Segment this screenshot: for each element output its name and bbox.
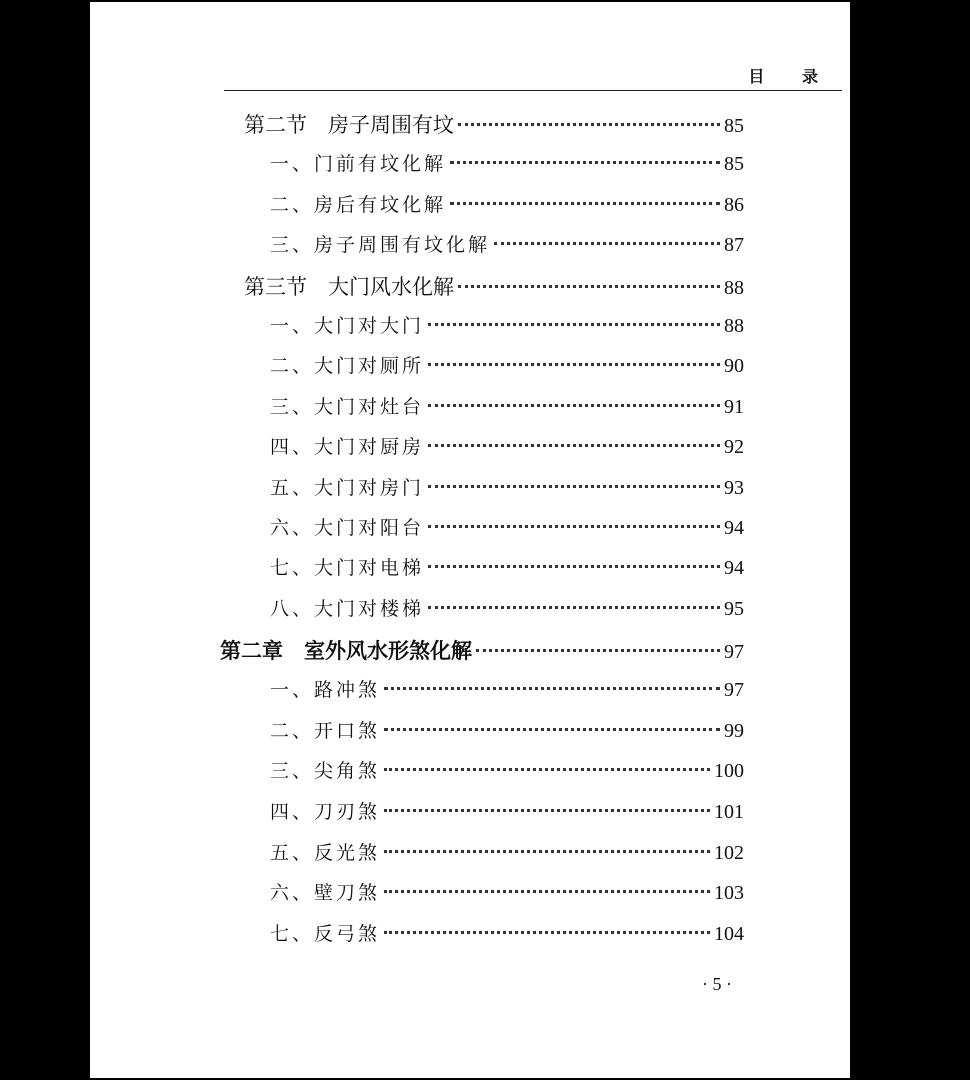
toc-page-number: 87 [724, 234, 744, 256]
dot-leader [476, 649, 720, 652]
dot-leader [428, 323, 720, 326]
dot-leader [384, 768, 710, 771]
toc-item[interactable] [270, 473, 744, 505]
dot-leader [384, 728, 720, 731]
toc-entry-label: 第二节 房子周围有坟 [244, 113, 454, 137]
toc-item[interactable] [270, 919, 744, 951]
toc-page-number: 103 [714, 882, 744, 904]
toc-item[interactable] [270, 230, 744, 262]
toc-item[interactable] [270, 716, 744, 748]
dot-leader [384, 850, 710, 853]
toc-item[interactable] [270, 878, 744, 910]
toc-item[interactable] [270, 838, 744, 870]
toc-entry-label: 三、大门对灶台 [270, 396, 425, 418]
toc-entry-label: 一、门前有坟化解 [270, 153, 447, 175]
dot-leader [428, 363, 720, 366]
toc-item[interactable] [270, 756, 744, 788]
toc-item[interactable] [270, 553, 744, 585]
dot-leader [428, 404, 720, 407]
toc-item[interactable] [270, 190, 744, 222]
toc-entry-label: 五、大门对房门 [270, 477, 425, 499]
toc-entry-label: 七、大门对电梯 [270, 557, 425, 579]
dot-leader [428, 565, 720, 568]
toc-item[interactable] [270, 149, 744, 181]
toc-chapter[interactable] [220, 635, 744, 667]
toc-entry-label: 六、大门对阳台 [270, 517, 425, 539]
toc-section[interactable] [244, 109, 744, 141]
dot-leader [428, 485, 720, 488]
toc-entry-label: 四、刀刃煞 [270, 801, 381, 823]
dot-leader [384, 687, 720, 690]
toc-page-number: 99 [724, 720, 744, 742]
toc-entry-label: 三、尖角煞 [270, 760, 381, 782]
header-title: 目 录 [748, 67, 834, 86]
page-footer [90, 974, 850, 995]
toc-item[interactable] [270, 675, 744, 707]
toc-page-number: 91 [724, 396, 744, 418]
dot-leader [450, 161, 720, 164]
toc-item[interactable] [270, 594, 744, 626]
toc-item[interactable] [270, 797, 744, 829]
toc-item[interactable] [270, 432, 744, 464]
dot-leader [458, 123, 720, 126]
toc-entry-label: 七、反弓煞 [270, 923, 381, 945]
dot-leader [494, 242, 720, 245]
toc-page-number: 90 [724, 355, 744, 377]
toc-page-number: 93 [724, 477, 744, 499]
toc-page-number: 88 [724, 277, 744, 299]
toc-page-number: 92 [724, 436, 744, 458]
toc-entry-label: 六、壁刀煞 [270, 882, 381, 904]
toc-section[interactable] [244, 271, 744, 303]
toc-entry-label: 四、大门对厨房 [270, 436, 425, 458]
toc-entry-label: 二、开口煞 [270, 720, 381, 742]
toc-page-number: 101 [714, 801, 744, 823]
toc-page-number: 94 [724, 557, 744, 579]
toc-page-number: 104 [714, 923, 744, 945]
toc-page-number: 97 [724, 679, 744, 701]
toc-page-number: 94 [724, 517, 744, 539]
toc-page-number: 95 [724, 598, 744, 620]
footer-page-number: · 5 · [702, 974, 732, 994]
dot-leader [384, 809, 710, 812]
dot-leader [384, 890, 710, 893]
toc-item[interactable] [270, 513, 744, 545]
toc-page-number: 97 [724, 641, 744, 663]
dot-leader [428, 525, 720, 528]
toc-page-number: 102 [714, 842, 744, 864]
toc-page-number: 86 [724, 194, 744, 216]
toc-entry-label: 第三节 大门风水化解 [244, 275, 454, 299]
toc-entry-label: 二、房后有坟化解 [270, 194, 447, 216]
dot-leader [458, 285, 720, 288]
toc-item[interactable] [270, 392, 744, 424]
dot-leader [450, 202, 720, 205]
toc-entry-label: 三、房子周围有坟化解 [270, 234, 491, 256]
running-header [224, 62, 842, 91]
toc-page-number: 85 [724, 115, 744, 137]
toc-item[interactable] [270, 351, 744, 383]
toc-entry-label: 一、路冲煞 [270, 679, 381, 701]
toc-entry-label: 五、反光煞 [270, 842, 381, 864]
toc-page-number: 88 [724, 315, 744, 337]
toc-entry-label: 二、大门对厕所 [270, 355, 425, 377]
dot-leader [428, 606, 720, 609]
toc-page-number: 85 [724, 153, 744, 175]
toc-page-number: 100 [714, 760, 744, 782]
toc-entry-label: 第二章 室外风水形煞化解 [220, 639, 472, 663]
toc-item[interactable] [270, 311, 744, 343]
toc-entry-label: 八、大门对楼梯 [270, 598, 425, 620]
toc-entry-label: 一、大门对大门 [270, 315, 425, 337]
document-page [90, 2, 850, 1078]
dot-leader [384, 931, 710, 934]
dot-leader [428, 444, 720, 447]
